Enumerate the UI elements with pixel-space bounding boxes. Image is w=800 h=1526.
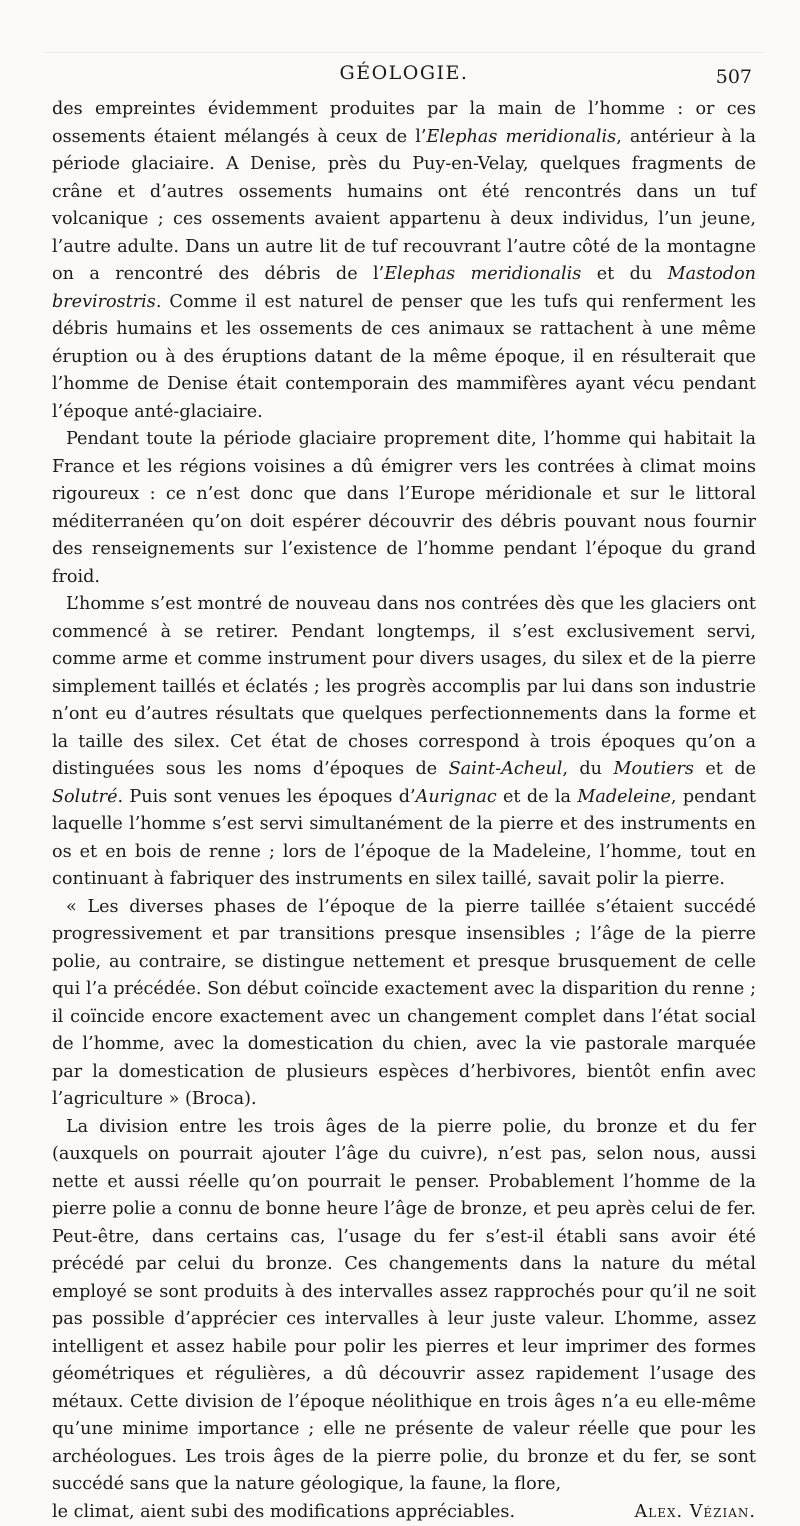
text-run: La division entre les trois âges de la pierre polie, du bronze et du fer (auxquels on pourrait ajouter l’âge du cuivre), n’est pas, selon nous, aussi nette et aussi réelle qu’on pourrait le penser. Probablement l’homme de la pierre polie a connu de bonne heure l’âge de bronze, et peu après celui de fer. Peut-être, dans certains cas, l’usage du fer s’est-il établi sans avoir été précédé par celui du bronze. Ces changements dans la nature du métal employé se sont produits à des intervalles assez rapprochés pour qu’il ne soit pas possible d’apprécier ces intervalles à leur juste valeur. L’homme, assez intelligent et assez habile pour polir les pierres et leur imprimer des formes géométriques et régulières, a dû découvrir assez rapidement l’usage des métaux. Cette division de l’époque néolithique en trois âges n’a eu elle-même qu’une minime importance ; elle ne présente de valeur réelle que pour les archéologues. Les trois âges de la pierre polie, du bronze et du fer, se sont succédé sans que la nature géologique, la faune, la flore, <box>52 1117 756 1495</box>
italic-term: Solutré <box>52 787 118 807</box>
italic-term: Elephas meridionalis <box>384 264 581 284</box>
closing-line <box>52 1499 756 1526</box>
bleed-through-rule <box>44 52 764 53</box>
page-header <box>52 56 756 96</box>
running-title: GÉOLOGIE. <box>52 62 756 84</box>
italic-term: Mastodon brevirostris <box>52 264 756 312</box>
italic-term: Elephas meridionalis <box>426 127 616 147</box>
text-run: des empreintes évidemment produites par la main de l’homme : or ces ossements étaient mélangés à ceux de l’ <box>52 99 756 147</box>
text-run: et de la <box>497 787 578 807</box>
author-signature: Alex. Vézian. <box>635 1499 756 1526</box>
text-run: et du <box>581 264 667 284</box>
text-run: et de <box>694 759 756 779</box>
paragraph <box>52 894 756 1114</box>
text-run: . Comme il est naturel de penser que les tufs qui renferment les débris humains et les ossements de ces animaux se rattachent à une même éruption ou à des éruptions datant de la même époque, il en résulterait que l’homme de Denise était contemporain des mammifères ayant vécu pendant l’époque anté-glaciaire. <box>52 292 756 422</box>
closing-text: le climat, aient subi des modifications appréciables. <box>52 1499 515 1526</box>
paragraph <box>52 426 756 591</box>
italic-term: Aurignac <box>416 787 497 807</box>
article-body <box>52 96 756 1499</box>
paragraph <box>52 96 756 426</box>
paragraph <box>52 591 756 894</box>
paragraph <box>52 1114 756 1499</box>
italic-term: Madeleine <box>577 787 671 807</box>
page-number: 507 <box>716 66 752 88</box>
text-run: L’homme s’est montré de nouveau dans nos contrées dès que les glaciers ont commencé à se retirer. Pendant longtemps, il s’est exclusivement servi, comme arme et comme instrument pour divers usages, du silex et de la pierre simplement taillés et éclatés ; les progrès accomplis par lui dans son industrie n’ont eu d’autres résultats que quelques perfectionnements dans la forme et la taille des silex. Cet état de choses correspond à trois époques qu’on a distinguées sous les noms d’époques de <box>52 594 756 779</box>
italic-term: Moutiers <box>613 759 694 779</box>
text-run: , pendant laquelle l’homme s’est servi simultanément de la pierre et des instruments en os et en bois de renne ; lors de l’époque de la Madeleine, l’homme, tout en continuant à fabriquer des instruments en silex taillé, savait polir la pierre. <box>52 787 756 890</box>
text-run: Pendant toute la période glaciaire proprement dite, l’homme qui habitait la France et les régions voisines a dû émigrer vers les contrées à climat moins rigoureux : ce n’est donc que dans l’Europe méridionale et sur le littoral méditerranéen qu’on doit espérer découvrir des débris pouvant nous fournir des renseignements sur l’existence de l’homme pendant l’époque du grand froid. <box>52 429 756 587</box>
text-run: . Puis sont venues les époques d’ <box>118 787 416 807</box>
text-run: « Les diverses phases de l’époque de la pierre taillée s’étaient succédé progressivement et par transitions presque insensibles ; l’âge de la pierre polie, au contraire, se distingue nettement et presque brusquement de celle qui l’a précédée. Son début coïncide exactement avec la disparition du renne ; il coïncide encore exactement avec un changement complet dans l’état social de l’homme, avec la domestication du chien, avec la vie pastorale marquée par la domestication de plusieurs espèces d’herbivores, bientôt enfin avec l’agriculture » (Broca). <box>52 897 756 1110</box>
text-run: , du <box>562 759 613 779</box>
italic-term: Saint-Acheul <box>449 759 563 779</box>
text-run: , antérieur à la période glaciaire. A Denise, près du Puy-en-Velay, quelques fragments de crâne et d’autres ossements humains ont été rencontrés dans un tuf volcanique ; ces ossements avaient appartenu à deux individus, l’un jeune, l’autre adulte. Dans un autre lit de tuf recouvrant l’autre côté de la montagne on a rencontré des débris de l’ <box>52 127 756 285</box>
